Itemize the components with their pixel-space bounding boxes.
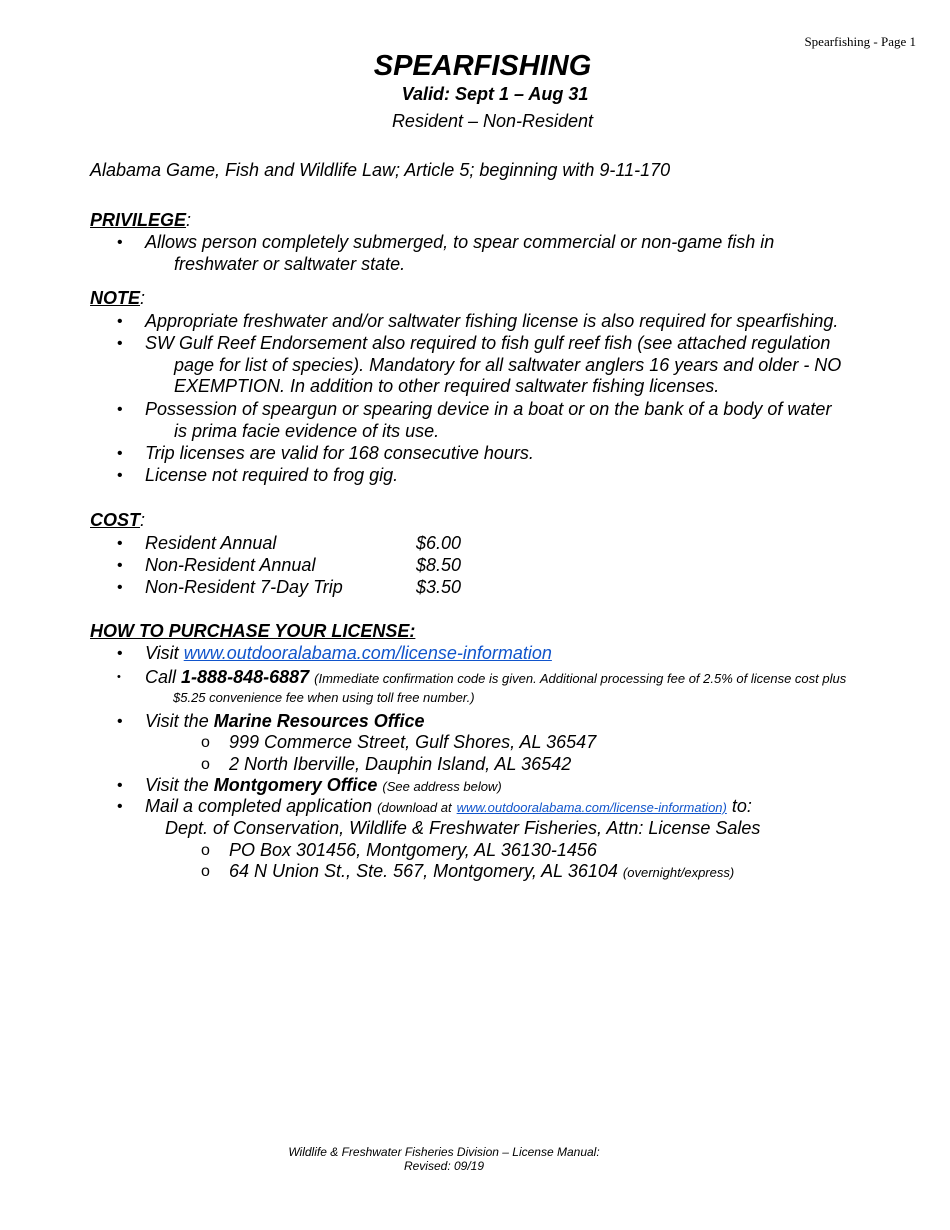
marine-address-2: 2 North Iberville, Dauphin Island, AL 36542 xyxy=(229,754,572,774)
cost-heading: COST: xyxy=(90,510,146,530)
bullet-icon: • xyxy=(117,335,123,352)
cost-price: $8.50 xyxy=(416,555,462,575)
purchase-call: Call 1-888-848-6887 (Immediate confirmation code is given. Additional processing fee of 2.5% of license cost plus xyxy=(145,667,847,687)
bullet-icon: • xyxy=(117,777,123,794)
note-item-3-cont: is prima facie evidence of its use. xyxy=(174,421,440,441)
note-item-2-cont: EXEMPTION. In addition to other required saltwater fishing licenses. xyxy=(174,376,720,396)
bullet-icon: • xyxy=(117,234,123,251)
purchase-montgomery-office: Visit the Montgomery Office (See address below) xyxy=(145,775,502,795)
bullet-icon: • xyxy=(117,645,123,662)
mail-license-info-link[interactable]: www.outdooralabama.com/license-information) xyxy=(456,800,727,815)
page-header: Spearfishing - Page 1 xyxy=(804,34,916,49)
note-item-3: Possession of speargun or spearing device in a boat or on the bank of a body of water xyxy=(145,399,832,419)
bullet-icon: • xyxy=(117,713,123,730)
footer-line-1: Wildlife & Freshwater Fisheries Division – License Manual: xyxy=(288,1145,600,1159)
page-title: SPEARFISHING xyxy=(373,50,592,82)
note-item-2-cont: page for list of species). Mandatory for all saltwater anglers 16 years and older - NO xyxy=(174,355,842,375)
privilege-item-1-cont: freshwater or saltwater state. xyxy=(174,254,406,274)
circle-bullet-icon: o xyxy=(201,756,210,773)
cost-label: Non-Resident 7-Day Trip xyxy=(145,577,343,597)
bullet-icon: • xyxy=(117,557,123,574)
note-item-4: Trip licenses are valid for 168 consecutive hours. xyxy=(145,443,534,463)
footer-line-2: Revised: 09/19 xyxy=(403,1159,485,1173)
bullet-icon: • xyxy=(117,313,123,330)
cost-label: Non-Resident Annual xyxy=(145,555,316,575)
union-address: 64 N Union St., Ste. 567, Montgomery, AL 36104 (overnight/express) xyxy=(229,861,735,881)
law-reference: Alabama Game, Fish and Wildlife Law; Article 5; beginning with 9-11-170 xyxy=(90,160,671,180)
bullet-icon: • xyxy=(117,535,123,552)
marine-address-1: 999 Commerce Street, Gulf Shores, AL 36547 xyxy=(229,732,597,752)
circle-bullet-icon: o xyxy=(201,863,210,880)
purchase-heading: HOW TO PURCHASE YOUR LICENSE: xyxy=(90,621,416,641)
bullet-icon: • xyxy=(117,798,123,815)
note-item-5: License not required to frog gig. xyxy=(145,465,399,485)
purchase-visit-website: Visit www.outdooralabama.com/license-information xyxy=(145,643,552,663)
bullet-icon: • xyxy=(117,467,123,484)
cost-price: $6.00 xyxy=(416,533,462,553)
note-item-2: SW Gulf Reef Endorsement also required to fish gulf reef fish (see attached regulation xyxy=(145,333,831,353)
cost-price: $3.50 xyxy=(416,577,462,597)
purchase-marine-office: Visit the Marine Resources Office xyxy=(145,711,425,731)
purchase-call-note: $5.25 convenience fee when using toll free number.) xyxy=(173,690,475,705)
valid-dates: Valid: Sept 1 – Aug 31 xyxy=(401,84,589,104)
cost-label: Resident Annual xyxy=(145,533,277,553)
bullet-icon: • xyxy=(117,579,123,596)
purchase-mail: Mail a completed application (download at www.outdooralabama.com/license-information) to: xyxy=(145,796,752,816)
residency: Resident – Non-Resident xyxy=(391,111,594,131)
bullet-icon: • xyxy=(117,401,123,418)
note-item-1: Appropriate freshwater and/or saltwater fishing license is also required for spearfishing. xyxy=(145,311,839,331)
privilege-item-1: Allows person completely submerged, to spear commercial or non-game fish in xyxy=(145,232,775,252)
circle-bullet-icon: o xyxy=(201,842,210,859)
note-heading: NOTE: xyxy=(90,288,146,308)
bullet-icon: • xyxy=(117,671,121,683)
phone-number[interactable]: 1-888-848-6887 xyxy=(181,667,310,687)
privilege-heading: PRIVILEGE: xyxy=(90,210,192,230)
license-info-link[interactable]: www.outdooralabama.com/license-information xyxy=(183,643,552,663)
po-box-address: PO Box 301456, Montgomery, AL 36130-1456 xyxy=(229,840,597,860)
bullet-icon: • xyxy=(117,445,123,462)
circle-bullet-icon: o xyxy=(201,734,210,751)
dept-address: Dept. of Conservation, Wildlife & Freshwater Fisheries, Attn: License Sales xyxy=(165,818,761,838)
